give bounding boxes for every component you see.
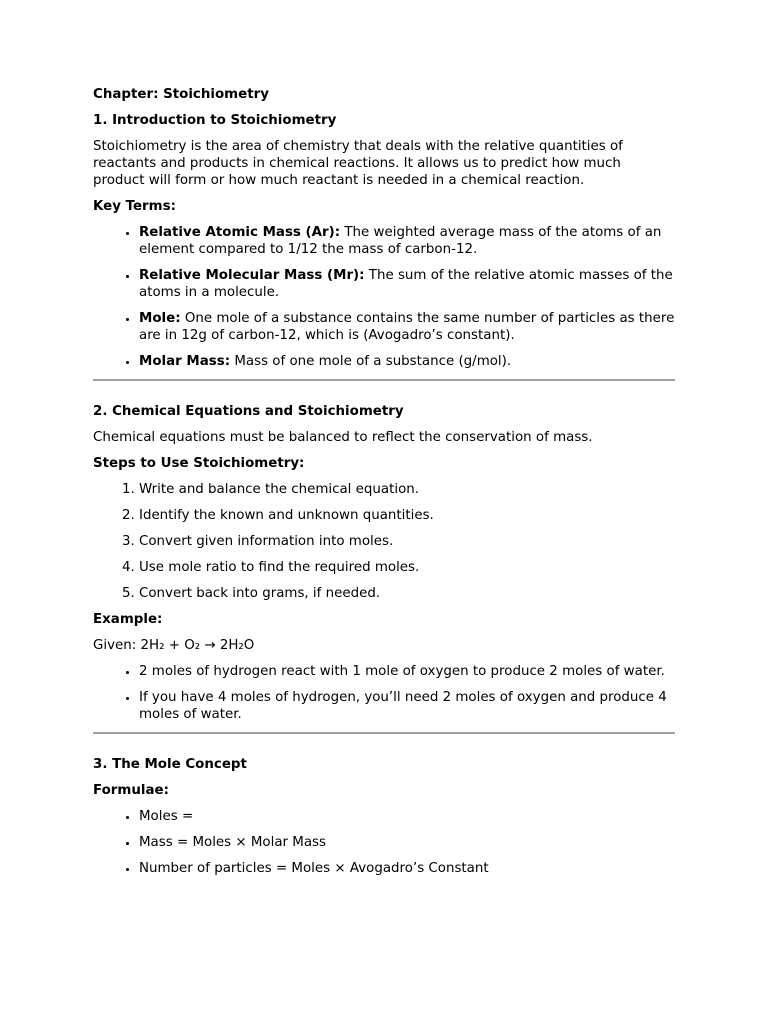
- step-item: 1. Write and balance the chemical equation.: [139, 481, 675, 498]
- key-terms-list: [93, 224, 675, 370]
- steps-list: [93, 481, 675, 602]
- section-1-intro: Stoichiometry is the area of chemistry that deals with the relative quantities of reactants and products in chemical reactions. It allows us to predict how much product will form or how much reactant is needed in a chemical reaction.: [93, 139, 623, 188]
- key-term-definition: The weighted average mass of the atoms of an element compared to 1/12 the mass of carbon-12.: [139, 225, 662, 257]
- key-term-item: [139, 310, 675, 344]
- key-term-definition: Mass of one mole of a substance (g/mol).: [230, 354, 512, 369]
- steps-heading: Steps to Use Stoichiometry:: [93, 456, 305, 471]
- key-term-name: Molar Mass:: [139, 354, 231, 369]
- section-divider: [93, 732, 675, 734]
- section-2-heading: 2. Chemical Equations and Stoichiometry: [93, 404, 404, 419]
- key-term-definition: The sum of the relative atomic masses of the atoms in a molecule.: [139, 268, 673, 300]
- key-terms-heading: Key Terms:: [93, 199, 176, 214]
- example-points-list: [93, 663, 675, 723]
- example-heading: Example:: [93, 612, 163, 627]
- step-item: 5. Convert back into grams, if needed.: [139, 585, 675, 602]
- example-point: • If you have 4 moles of hydrogen, you’ll need 2 moles of oxygen and produce 4 moles of water.: [139, 689, 675, 723]
- section-divider: [93, 379, 675, 381]
- formulae-list: [93, 808, 675, 877]
- formula-item: • Moles =: [139, 808, 675, 825]
- example-point: • 2 moles of hydrogen react with 1 mole of oxygen to produce 2 moles of water.: [139, 663, 675, 680]
- key-term-name: Mole:: [139, 311, 181, 326]
- section-3-heading: 3. The Mole Concept: [93, 757, 247, 772]
- key-term-definition: One mole of a substance contains the same number of particles as there are in 12g of carbon-12, which is (Avogadro’s constant).: [139, 311, 675, 343]
- formula-item: • Mass = Moles × Molar Mass: [139, 834, 675, 851]
- example-given-equation: Given: 2H₂ + O₂ → 2H₂O: [93, 638, 255, 653]
- step-item: 3. Convert given information into moles.: [139, 533, 675, 550]
- formulae-heading: Formulae:: [93, 783, 169, 798]
- key-term-name: Relative Molecular Mass (Mr):: [139, 268, 365, 283]
- formula-item: • Number of particles = Moles × Avogadro’s Constant: [139, 860, 675, 877]
- section-2-intro: Chemical equations must be balanced to reflect the conservation of mass.: [93, 430, 593, 445]
- key-term-name: Relative Atomic Mass (Ar):: [139, 225, 341, 240]
- step-item: 4. Use mole ratio to find the required moles.: [139, 559, 675, 576]
- key-term-item: [139, 267, 675, 301]
- step-item: 2. Identify the known and unknown quantities.: [139, 507, 675, 524]
- document-content: [93, 86, 675, 886]
- key-term-item: [139, 353, 675, 370]
- section-1-heading: 1. Introduction to Stoichiometry: [93, 113, 337, 128]
- chapter-title: Chapter: Stoichiometry: [93, 87, 269, 102]
- key-term-item: [139, 224, 675, 258]
